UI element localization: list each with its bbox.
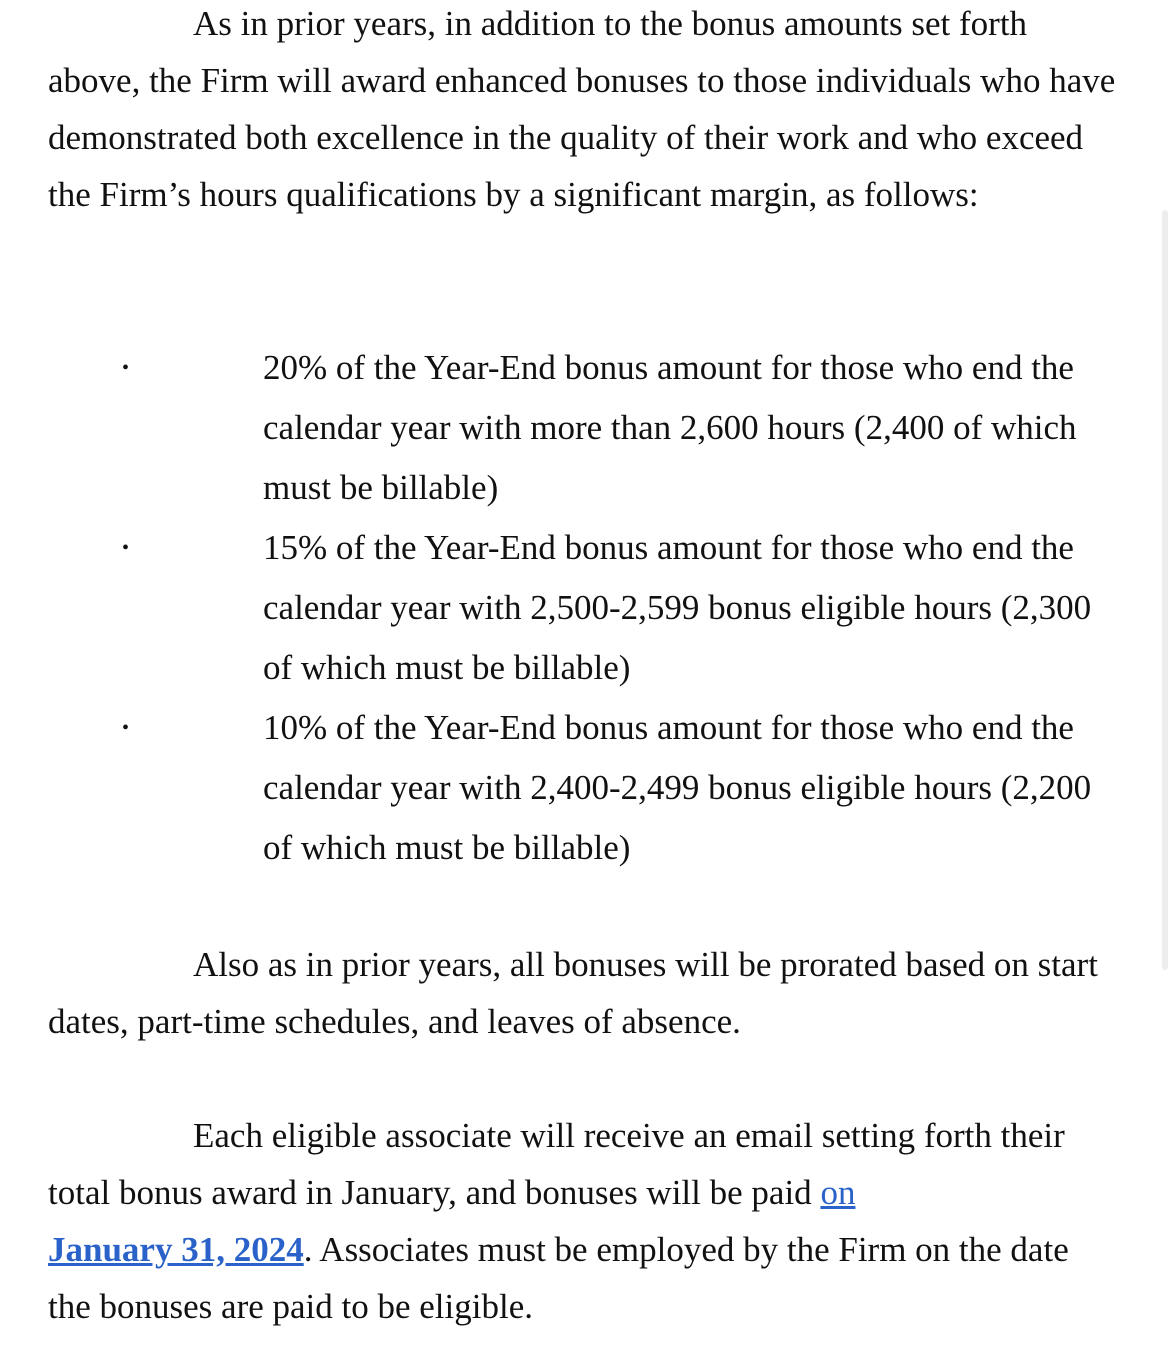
payment-text-after: . Associates must be employed by the Firm on the date the bonuses are paid to be eligible. xyxy=(48,1230,1069,1326)
bullet-icon: • xyxy=(122,717,130,739)
date-link-date[interactable]: January 31, 2024 xyxy=(48,1230,304,1269)
list-item xyxy=(48,338,1128,518)
bullet-text: 10% of the Year-End bonus amount for those who end the calendar year with 2,400-2,499 bonus eligible hours (2,200 of which must be billable) xyxy=(263,708,1092,867)
bullet-icon: • xyxy=(122,537,130,559)
bullet-text: 15% of the Year-End bonus amount for those who end the calendar year with 2,500-2,599 bonus eligible hours (2,300 of which must be billable) xyxy=(263,528,1092,687)
list-item xyxy=(48,698,1128,878)
intro-paragraph: As in prior years, in addition to the bonus amounts set forth above, the Firm will award enhanced bonuses to those individuals who have demonstrated both excellence in the quality of their work and who exceed the Firm’s hours qualifications by a significant margin, as follows: xyxy=(48,4,1116,214)
bullet-text: 20% of the Year-End bonus amount for those who end the calendar year with more than 2,600 hours (2,400 of which must be billable) xyxy=(263,348,1077,507)
payment-paragraph xyxy=(48,1107,1118,1335)
prorate-paragraph: Also as in prior years, all bonuses will be prorated based on start dates, part-time schedules, and leaves of absence. xyxy=(48,945,1098,1041)
bonus-tier-list xyxy=(48,338,1128,878)
payment-text-before: Each eligible associate will receive an email setting forth their total bonus award in January, and bonuses will be paid xyxy=(48,1116,1065,1212)
vertical-scrollbar[interactable] xyxy=(1162,210,1168,970)
list-item xyxy=(48,518,1128,698)
date-link-on[interactable]: on xyxy=(820,1173,856,1212)
bullet-icon: • xyxy=(122,357,130,379)
